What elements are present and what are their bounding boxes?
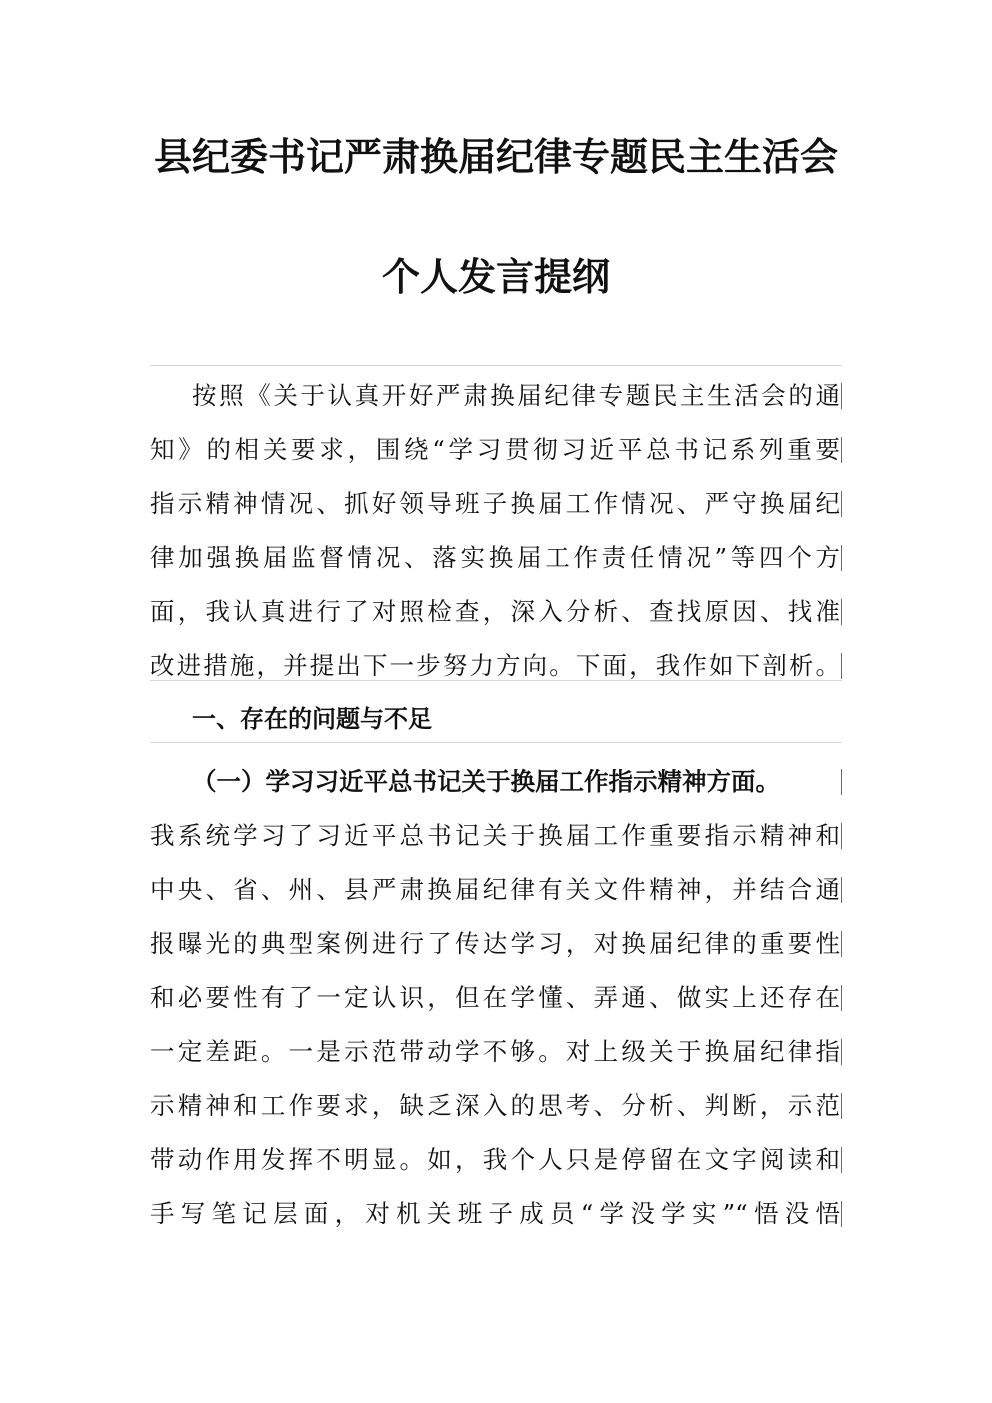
body-line: 报曝光的典型案例进行了传达学习，对换届纪律的重要性 [150, 929, 840, 958]
line-end-marker [841, 823, 842, 849]
line-end-marker [841, 1039, 842, 1065]
document-title-line-2: 个人发言提纲 [381, 254, 610, 299]
body-line: 示精神和工作要求，缺乏深入的思考、分析、判断，示范 [150, 1091, 840, 1120]
document-title-line-1: 县纪委书记严肃换届纪律专题民主生活会 [153, 134, 838, 179]
line-end-marker [841, 1201, 842, 1227]
line-end-marker [841, 545, 842, 571]
line-end-marker [841, 383, 842, 409]
text-frame-rule [150, 742, 842, 743]
line-end-marker [841, 437, 842, 463]
body-line: 我系统学习了习近平总书记关于换届工作重要指示精神和 [150, 821, 840, 850]
line-end-marker [841, 1093, 842, 1119]
line-end-marker [841, 769, 842, 795]
intro-line: 面，我认真进行了对照检查，深入分析、查找原因、找准 [150, 597, 840, 626]
line-end-marker [841, 599, 842, 625]
intro-line: 知》的相关要求，围绕“学习贯彻习近平总书记系列重要 [150, 435, 840, 464]
body-line: 手写笔记层面，对机关班子成员“学没学实”“悟没悟 [150, 1199, 840, 1228]
text-frame-top-rule [150, 365, 842, 366]
line-end-marker [841, 491, 842, 517]
body-line: 和必要性有了一定认识，但在学懂、弄通、做实上还存在 [150, 983, 840, 1012]
section-heading: 一、存在的问题与不足 [192, 705, 432, 733]
line-end-marker [841, 877, 842, 903]
subsection-heading: （一）学习习近平总书记关于换届工作指示精神方面。 [192, 767, 780, 796]
text-frame-rule [150, 680, 842, 681]
body-line: 带动作用发挥不明显。如，我个人只是停留在文字阅读和 [150, 1145, 840, 1174]
body-line: 中央、省、州、县严肃换届纪律有关文件精神，并结合通 [150, 875, 840, 904]
intro-line: 按照《关于认真开好严肃换届纪律专题民主生活会的通 [192, 381, 840, 410]
line-end-marker [841, 985, 842, 1011]
line-end-marker [841, 931, 842, 957]
body-line: 一定差距。一是示范带动学不够。对上级关于换届纪律指 [150, 1037, 840, 1066]
intro-line: 律加强换届监督情况、落实换届工作责任情况”等四个方 [150, 543, 840, 572]
intro-line: 指示精神情况、抓好领导班子换届工作情况、严守换届纪 [150, 489, 840, 518]
line-end-marker [841, 653, 842, 679]
line-end-marker [841, 1147, 842, 1173]
intro-line: 改进措施，并提出下一步努力方向。下面，我作如下剖析。 [150, 651, 840, 680]
